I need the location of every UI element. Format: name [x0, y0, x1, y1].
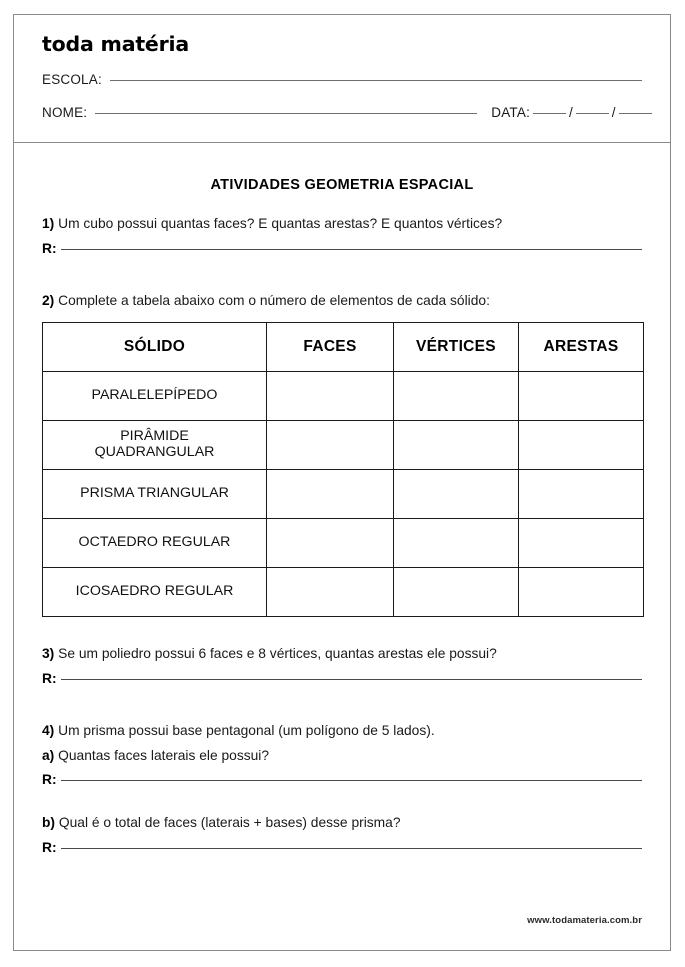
date-day-blank[interactable] — [533, 113, 566, 114]
table-row — [43, 568, 644, 617]
question-3-number: 3) — [42, 646, 55, 662]
table-header-row — [43, 323, 644, 372]
question-4a-letter: a) — [42, 747, 55, 763]
date-year-blank[interactable] — [619, 113, 652, 114]
question-2 — [42, 292, 642, 311]
question-4b-text: Qual é o total de faces (laterais + bases) desse prisma? — [55, 815, 401, 831]
solid-name-cell — [43, 568, 267, 617]
table-row — [43, 421, 644, 470]
footer-url: www.todamateria.com.br — [527, 915, 642, 926]
question-1-number: 1) — [42, 216, 55, 231]
answer-row-4a — [42, 772, 642, 787]
question-4a — [42, 747, 642, 766]
solid-name-line1: PARALELEPÍPEDO — [91, 387, 218, 404]
faces-input-cell[interactable] — [267, 470, 394, 519]
answer-label-3: R: — [42, 670, 57, 686]
question-4a-text: Quantas faces laterais ele possui? — [54, 747, 270, 763]
question-4 — [42, 722, 642, 741]
solid-name-line1: PRISMA TRIANGULAR — [80, 485, 229, 502]
answer-row-3 — [42, 671, 642, 686]
solid-name-line1: OCTAEDRO REGULAR — [78, 534, 231, 551]
name-write-line[interactable] — [95, 113, 477, 114]
vertices-input-cell[interactable] — [394, 470, 519, 519]
solid-name-cell — [43, 519, 267, 568]
answer-line-3[interactable] — [61, 679, 642, 680]
question-4-text: Um prisma possui base pentagonal (um polígono de 5 lados). — [54, 722, 435, 738]
vertices-input-cell[interactable] — [394, 421, 519, 470]
arestas-input-cell[interactable] — [519, 421, 644, 470]
date-field-group — [491, 105, 654, 120]
worksheet-header — [14, 15, 670, 143]
vertices-input-cell[interactable] — [394, 372, 519, 421]
vertices-input-cell[interactable] — [394, 519, 519, 568]
arestas-input-cell[interactable] — [519, 470, 644, 519]
page-title: ATIVIDADES GEOMETRIA ESPACIAL — [210, 177, 474, 193]
question-1-text: Um cubo possui quantas faces? E quantas arestas? E quantos vértices? — [54, 216, 503, 231]
solids-table — [42, 322, 644, 617]
question-4-number: 4) — [42, 722, 55, 738]
school-write-line[interactable] — [110, 80, 642, 81]
answer-label-1: R: — [42, 240, 57, 256]
answer-row-4b — [42, 840, 642, 855]
table-header-solid: SÓLIDO — [43, 323, 267, 372]
table-row — [43, 372, 644, 421]
arestas-input-cell[interactable] — [519, 519, 644, 568]
date-separator-1: / — [569, 105, 573, 120]
table-header-faces: FACES — [267, 323, 394, 372]
answer-line-4a[interactable] — [61, 780, 642, 781]
answer-label-4a: R: — [42, 772, 57, 788]
question-1 — [42, 215, 642, 234]
solid-name-cell — [43, 372, 267, 421]
vertices-input-cell[interactable] — [394, 568, 519, 617]
table-row — [43, 470, 644, 519]
school-field-row — [42, 72, 642, 87]
arestas-input-cell[interactable] — [519, 568, 644, 617]
solid-name-line1: PIRÂMIDE — [120, 428, 189, 445]
answer-row-1 — [42, 241, 642, 256]
question-4b-letter: b) — [42, 815, 56, 831]
school-label: ESCOLA: — [42, 72, 102, 87]
name-label: NOME: — [42, 105, 88, 120]
arestas-input-cell[interactable] — [519, 372, 644, 421]
question-2-text: Complete a tabela abaixo com o número de elementos de cada sólido: — [54, 292, 490, 308]
solid-name-line1: ICOSAEDRO REGULAR — [75, 583, 234, 600]
table-row — [43, 519, 644, 568]
worksheet-body — [14, 177, 670, 855]
solid-name-cell — [43, 470, 267, 519]
table-header-arestas: ARESTAS — [519, 323, 644, 372]
faces-input-cell[interactable] — [267, 421, 394, 470]
date-label: DATA: — [491, 105, 531, 120]
answer-line-1[interactable] — [61, 249, 642, 250]
faces-input-cell[interactable] — [267, 372, 394, 421]
name-field-row — [42, 105, 642, 120]
question-2-number: 2) — [42, 292, 55, 308]
question-3 — [42, 645, 642, 664]
question-4b — [42, 814, 642, 833]
date-month-blank[interactable] — [576, 113, 609, 114]
brand-logo: toda matéria — [42, 32, 189, 56]
worksheet-page — [13, 14, 671, 951]
answer-label-4b: R: — [42, 839, 57, 855]
answer-line-4b[interactable] — [61, 848, 642, 849]
date-separator-2: / — [611, 105, 616, 120]
faces-input-cell[interactable] — [267, 519, 394, 568]
table-header-vertices: VÉRTICES — [394, 323, 519, 372]
question-3-text: Se um poliedro possui 6 faces e 8 vértices, quantas arestas ele possui? — [54, 646, 497, 662]
solid-name-line2: QUADRANGULAR — [94, 444, 215, 461]
solid-name-cell — [43, 421, 267, 470]
faces-input-cell[interactable] — [267, 568, 394, 617]
